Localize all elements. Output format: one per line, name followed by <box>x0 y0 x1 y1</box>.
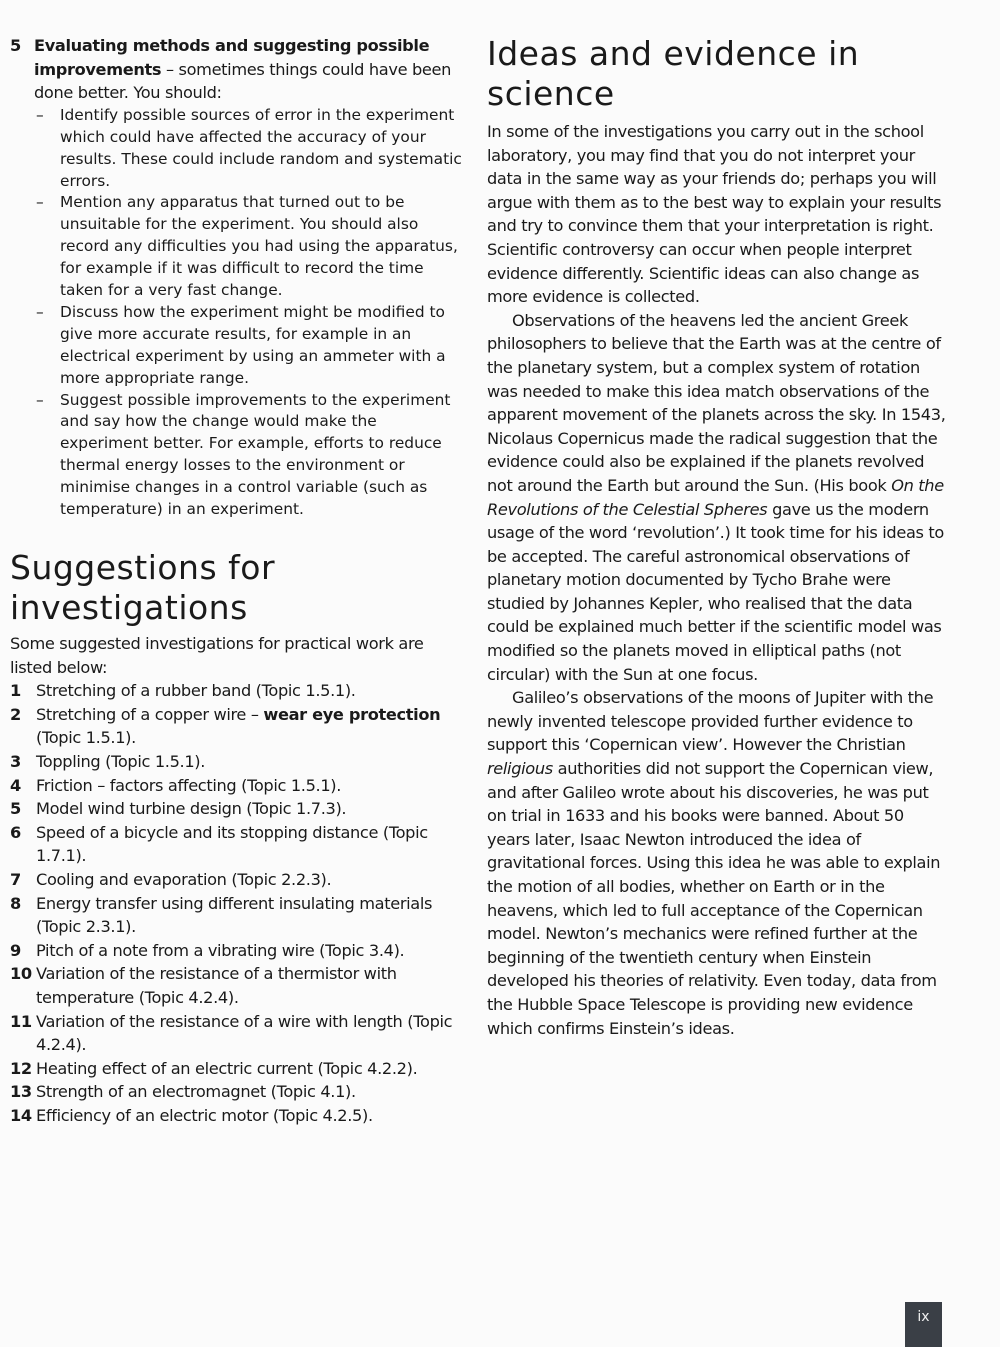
page-number: ix <box>905 1302 942 1347</box>
investigation-item <box>10 892 465 939</box>
text-run: authorities did not support the Copernican view, and after Galileo wrote about his discoveries, he was put on trial in 1633 and his books were banned. About 50 years later, Isaac Newton introduced the idea of gravitational forces. Using this idea he was able to explain the motion of all bodies, whether on Earth or in the heavens, which led to full acceptance of the Copernican model. Newton’s mechanics were refined further at the beginning of the twentieth century when Einstein developed his theories of relativity. Even today, data from the Hubble Space Telescope is providing new evidence which confirms Einstein’s ideas. <box>487 759 941 1038</box>
investigations-list <box>10 679 465 1127</box>
item-number: 14 <box>10 1105 32 1125</box>
investigation-item <box>10 750 465 774</box>
item-text: Variation of the resistance of a thermistor with temperature (Topic 4.2.4). <box>36 964 397 1007</box>
item-text: Speed of a bicycle and its stopping distance (Topic 1.7.1). <box>36 822 428 866</box>
item-number: 8 <box>10 893 21 913</box>
investigation-item <box>10 1080 465 1104</box>
item-text: Strength of an electromagnet (Topic 4.1). <box>36 1082 356 1102</box>
investigation-item <box>10 821 465 868</box>
evaluation-bullet-list <box>10 105 465 521</box>
text-run: Galileo’s observations of the moons of Jupiter with the newly invented telescope provided further evidence to support this ‘Copernican view’. However the Christian <box>487 688 934 755</box>
item-number: 1 <box>10 681 21 701</box>
item-text: Cooling and evaporation (Topic 2.2.3). <box>36 869 332 889</box>
item-number: 13 <box>10 1082 32 1102</box>
investigation-item <box>10 1057 465 1081</box>
paragraph-galileo <box>487 686 947 1040</box>
item-text: Energy transfer using different insulating materials (Topic 2.3.1). <box>36 893 433 937</box>
bullet-item: – Suggest possible improvements to the experiment and say how the change would make the experiment better. For example, efforts to reduce thermal energy losses to the environment or minimise changes in a control variable (such as temperature) in an experiment. <box>36 390 465 521</box>
item-number: 11 <box>10 1011 32 1031</box>
item-text: Efficiency of an electric motor (Topic 4.2.5). <box>36 1105 373 1125</box>
item-number: 2 <box>10 704 21 724</box>
item-text: Toppling (Topic 1.5.1). <box>36 751 206 771</box>
left-column <box>10 34 465 1127</box>
bullet-item: – Mention any apparatus that turned out to be unsuitable for the experiment. You should also record any difficulties you had using the apparatus, for example if it was difficult to record the time taken for a very fast change. <box>36 192 465 302</box>
item-number: 6 <box>10 822 21 842</box>
suggestions-intro: Some suggested investigations for practical work are listed below: <box>10 634 424 677</box>
section-heading-ideas-evidence <box>487 34 947 114</box>
heading-line: Suggestions for <box>10 548 276 587</box>
item-number: 9 <box>10 940 21 960</box>
text-run: Observations of the heavens led the ancient Greek philosophers to believe that the Earth was at the centre of the planetary system, but a complex system of rotation was needed to make this idea match observations of the apparent movement of the planets across the sky. In 1543, Nicolaus Copernicus made the radical suggestion that the evidence could also be explained if the planets revolved not around the Earth but around the Sun. (His book <box>487 310 946 495</box>
item-number: 3 <box>10 751 21 771</box>
item-number: 5 <box>10 799 21 819</box>
heading-line: investigations <box>10 588 248 627</box>
investigation-item <box>10 1010 465 1057</box>
item-text: Friction – factors affecting (Topic 1.5.1). <box>36 775 342 795</box>
book-title: On the Revolutions of the Celestial Spheres <box>487 475 944 519</box>
item-text: Model wind turbine design (Topic 1.7.3). <box>36 799 347 819</box>
investigation-item <box>10 679 465 703</box>
investigation-item <box>10 774 465 798</box>
paragraph-copernicus <box>487 309 947 687</box>
item-text: Heating effect of an electric current (Topic 4.2.2). <box>36 1058 418 1078</box>
item-text: Stretching of a copper wire – <box>36 704 264 724</box>
heading-line: Ideas and evidence in <box>487 34 860 73</box>
investigation-item <box>10 1104 465 1128</box>
item-text: (Topic 1.5.1). <box>36 728 136 748</box>
investigation-item <box>10 868 465 892</box>
item-number: 7 <box>10 869 21 889</box>
bullet-item: – Discuss how the experiment might be modified to give more accurate results, for example in an electrical experiment by using an ammeter with a more appropriate range. <box>36 302 465 390</box>
item-lead-bold: Evaluating methods and suggesting possible improvements <box>34 36 430 79</box>
item-number: 12 <box>10 1058 32 1078</box>
text-run: gave us the modern usage of the word ‘revolution’.) It took time for his ideas to be accepted. The careful astronomical observations of planetary motion documented by Tycho Brahe were studied by Johannes Kepler, who realised that the data could be explained much better if the scientific model was modified so the planets moved in elliptical paths (not circular) with the Sun at one focus. <box>487 499 944 684</box>
investigation-item <box>10 797 465 821</box>
heading-line: science <box>487 74 615 113</box>
right-column <box>487 34 947 1040</box>
item-text: Stretching of a rubber band (Topic 1.5.1). <box>36 681 356 701</box>
safety-warning: wear eye protection <box>263 704 441 724</box>
investigation-item <box>10 939 465 963</box>
item-number: 4 <box>10 775 21 795</box>
item-number: 10 <box>10 964 32 984</box>
section-heading-suggestions <box>10 548 465 628</box>
investigation-item <box>10 703 465 750</box>
paragraph-intro: In some of the investigations you carry out in the school laboratory, you may find that you do not interpret your data in the same way as your friends do; perhaps you will argue with them as to the best way to explain your results and try to convince them that your interpretation is right. Scientific controversy can occur when people interpret evidence differently. Scientific ideas can also change as more evidence is collected. <box>487 122 942 307</box>
item-lead-rest: – sometimes things could have been done better. You should: <box>34 59 452 103</box>
bullet-item: – Identify possible sources of error in the experiment which could have affected the accuracy of your results. These could include random and systematic errors. <box>36 105 465 193</box>
item-number: 5 <box>10 36 21 55</box>
investigation-item <box>10 962 465 1009</box>
emphasis: religious <box>487 759 553 779</box>
list-item-evaluating-methods <box>10 34 465 105</box>
item-text: Pitch of a note from a vibrating wire (Topic 3.4). <box>36 940 405 960</box>
item-text: Variation of the resistance of a wire with length (Topic 4.2.4). <box>36 1011 453 1055</box>
